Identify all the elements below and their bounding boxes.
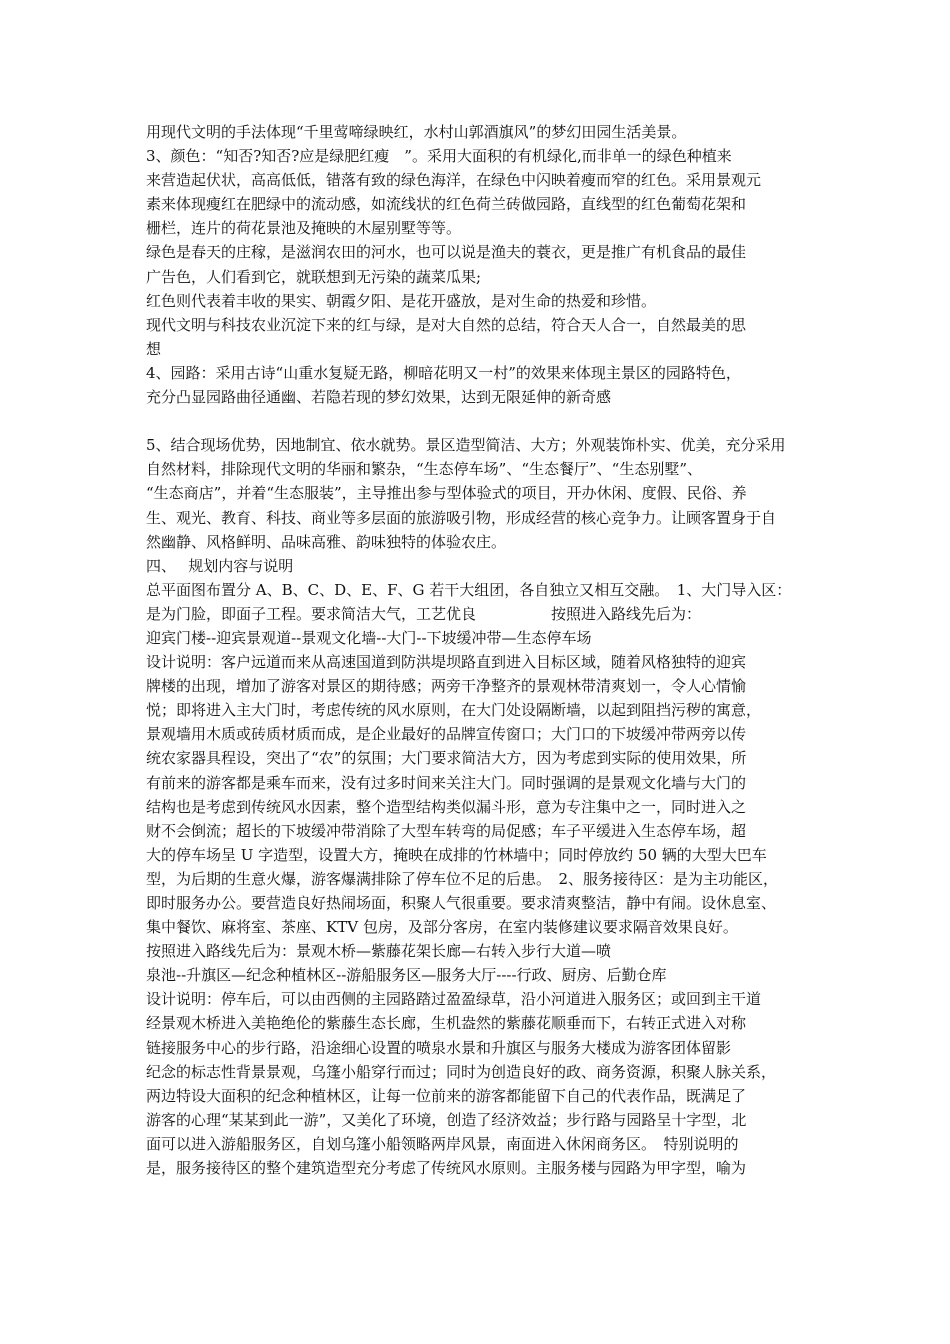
text-line: 结构也是考虑到传统风水因素，整个造型结构类似漏斗形，意为专注集中之一，同时进入之 xyxy=(146,797,747,816)
text-line: 红色则代表着丰收的果实、朝霞夕阳、是花开盛放，是对生命的热爱和珍惜。 xyxy=(146,291,657,310)
text-line: 牌楼的出现，增加了游客对景区的期待感；两旁干净整齐的景观林带清爽划一，令人心情愉 xyxy=(146,677,747,696)
text-line: 5、结合现场优势，因地制宜、依水就势。景区造型简洁、大方；外观装饰朴实、优美，充分采用 xyxy=(146,436,786,455)
text-line: 悦；即将进入主大门时，考虑传统的风水原则，在大门处设隔断墙，以起到阻挡污秽的寓意， xyxy=(146,701,762,720)
text-line: 素来体现瘦红在肥绿中的流动感，如流线状的红色荷兰砖做园路，直线型的红色葡萄花架和 xyxy=(146,195,747,214)
text-line: 是为门脸，即面子工程。要求简洁大气，工艺优良 按照进入路线先后为： xyxy=(146,604,702,623)
text-line: 自然材料，排除现代文明的华丽和繁杂，“生态停车场”、“生态餐厅”、“生态别墅”、 xyxy=(146,460,703,479)
text-line: “生态商店”，并着“生态服装”，主导推出参与型体验式的项目，开办休闲、度假、民俗、养 xyxy=(146,484,747,503)
text-line: 面可以进入游船服务区，自划乌篷小船领略两岸风景，南面进入休闲商务区。 特别说明的 xyxy=(146,1134,739,1153)
text-line: 四、 规划内容与说明 xyxy=(146,556,294,575)
text-line: 设计说明：客户远道而来从高速国道到防洪堤坝路直到进入目标区域，随着风格独特的迎宾 xyxy=(146,653,747,672)
text-line: 充分凸显园路曲径通幽、若隐若现的梦幻效果，达到无限延伸的新奇感 xyxy=(146,388,612,407)
text-line: 广告色，人们看到它，就联想到无污染的蔬菜瓜果; xyxy=(146,267,482,286)
text-line: 大的停车场呈 U 字造型，设置大方，掩映在成排的竹林墙中；同时停放约 50 辆的大型大巴车 xyxy=(146,845,767,864)
text-line: 是，服务接待区的整个建筑造型充分考虑了传统风水原则。主服务楼与园路为甲字型，喻为 xyxy=(146,1159,747,1178)
text-line: 按照进入路线先后为：景观木桥—紫藤花架长廊—右转入步行大道—喷 xyxy=(146,942,612,961)
text-line: 游客的心理“某某到此一游”，又美化了环境，创造了经济效益；步行路与园路呈十字型，北 xyxy=(146,1110,747,1129)
text-line: 纪念的标志性背景景观，乌篷小船穿行而过；同时为创造良好的政、商务资源，积聚人脉关系， xyxy=(146,1062,777,1081)
text-line: 统农家器具程设，突出了“农”的氛围；大门要求简洁大方，因为考虑到实际的使用效果，所 xyxy=(146,749,747,768)
text-line: 两边特设大面积的纪念种植林区，让每一位前来的游客都能留下自己的代表作品，既满足了 xyxy=(146,1086,747,1105)
text-line: 链接服务中心的步行路，沿途细心设置的喷泉水景和升旗区与服务大楼成为游客团体留影 xyxy=(146,1038,732,1057)
text-line: 绿色是春天的庄稼，是滋润农田的河水，也可以说是渔夫的蓑衣，更是推广有机食品的最佳 xyxy=(146,243,747,262)
text-line: 现代文明与科技农业沉淀下来的红与绿，是对大自然的总结，符合天人合一，自然最美的思 xyxy=(146,315,747,334)
text-line: 来营造起伏状，高高低低，错落有致的绿色海洋，在绿色中闪映着瘦而窄的红色。采用景观元 xyxy=(146,171,762,190)
blank-line xyxy=(146,409,816,433)
text-line: 3、颜色：“知否?知否?应是绿肥红瘦 ”。采用大面积的有机绿化,而非单一的绿色种植来 xyxy=(146,147,732,166)
text-line: 4、园路：采用古诗“山重水复疑无路，柳暗花明又一村”的效果来体现主景区的园路特色， xyxy=(146,363,741,382)
body-text xyxy=(146,120,816,1180)
text-line: 总平面图布置分 A、B、C、D、E、F、G 若干大组团，各自独立又相互交融。 1、大门导入区： xyxy=(146,580,792,599)
text-line: 设计说明：停车后，可以由西侧的主园路踏过盈盈绿草，沿小河道进入服务区；或回到主干道 xyxy=(146,990,762,1009)
text-line: 景观墙用木质或砖质材质而成，是企业最好的品牌宣传窗口；大门口的下坡缓冲带两旁以传 xyxy=(146,725,747,744)
text-line: 泉池--升旗区—纪念种植林区--游船服务区—服务大厅----行政、厨房、后勤仓库 xyxy=(146,966,667,985)
text-line: 迎宾门楼--迎宾景观道--景观文化墙--大门--下坡缓冲带—生态停车场 xyxy=(146,628,592,647)
text-line: 生、观光、教育、科技、商业等多层面的旅游吸引物，形成经营的核心竞争力。让顾客置身于自 xyxy=(146,508,777,527)
text-line: 用现代文明的手法体现“千里莺啼绿映红，水村山郭酒旗风”的梦幻田园生活美景。 xyxy=(146,123,687,141)
text-line: 有前来的游客都是乘车而来，没有过多时间来关注大门。同时强调的是景观文化墙与大门的 xyxy=(146,773,747,792)
text-line: 集中餐饮、麻将室、茶座、KTV 包房，及部分客房，在室内装修建议要求隔音效果良好。 xyxy=(146,918,738,937)
text-line: 财不会倒流；超长的下坡缓冲带消除了大型车转弯的局促感；车子平缓进入生态停车场，超 xyxy=(146,821,747,840)
text-line: 想 xyxy=(146,339,162,358)
text-line: 型，为后期的生意火爆，游客爆满排除了停车位不足的后患。 2、服务接待区：是为主功能区， xyxy=(146,869,779,888)
text-line: 即时服务办公。要营造良好热闹场面，积聚人气很重要。要求清爽整洁，静中有闹。设休息室、 xyxy=(146,894,777,912)
text-line: 然幽静、风格鲜明、品味高雅、韵味独特的体验农庄。 xyxy=(146,532,507,551)
text-line: 栅栏，连片的荷花景池及掩映的木屋别墅等等。 xyxy=(146,219,462,238)
text-line: 经景观木桥进入美艳绝伦的紫藤生态长廊，生机盎然的紫藤花顺垂而下，右转正式进入对称 xyxy=(146,1014,747,1033)
